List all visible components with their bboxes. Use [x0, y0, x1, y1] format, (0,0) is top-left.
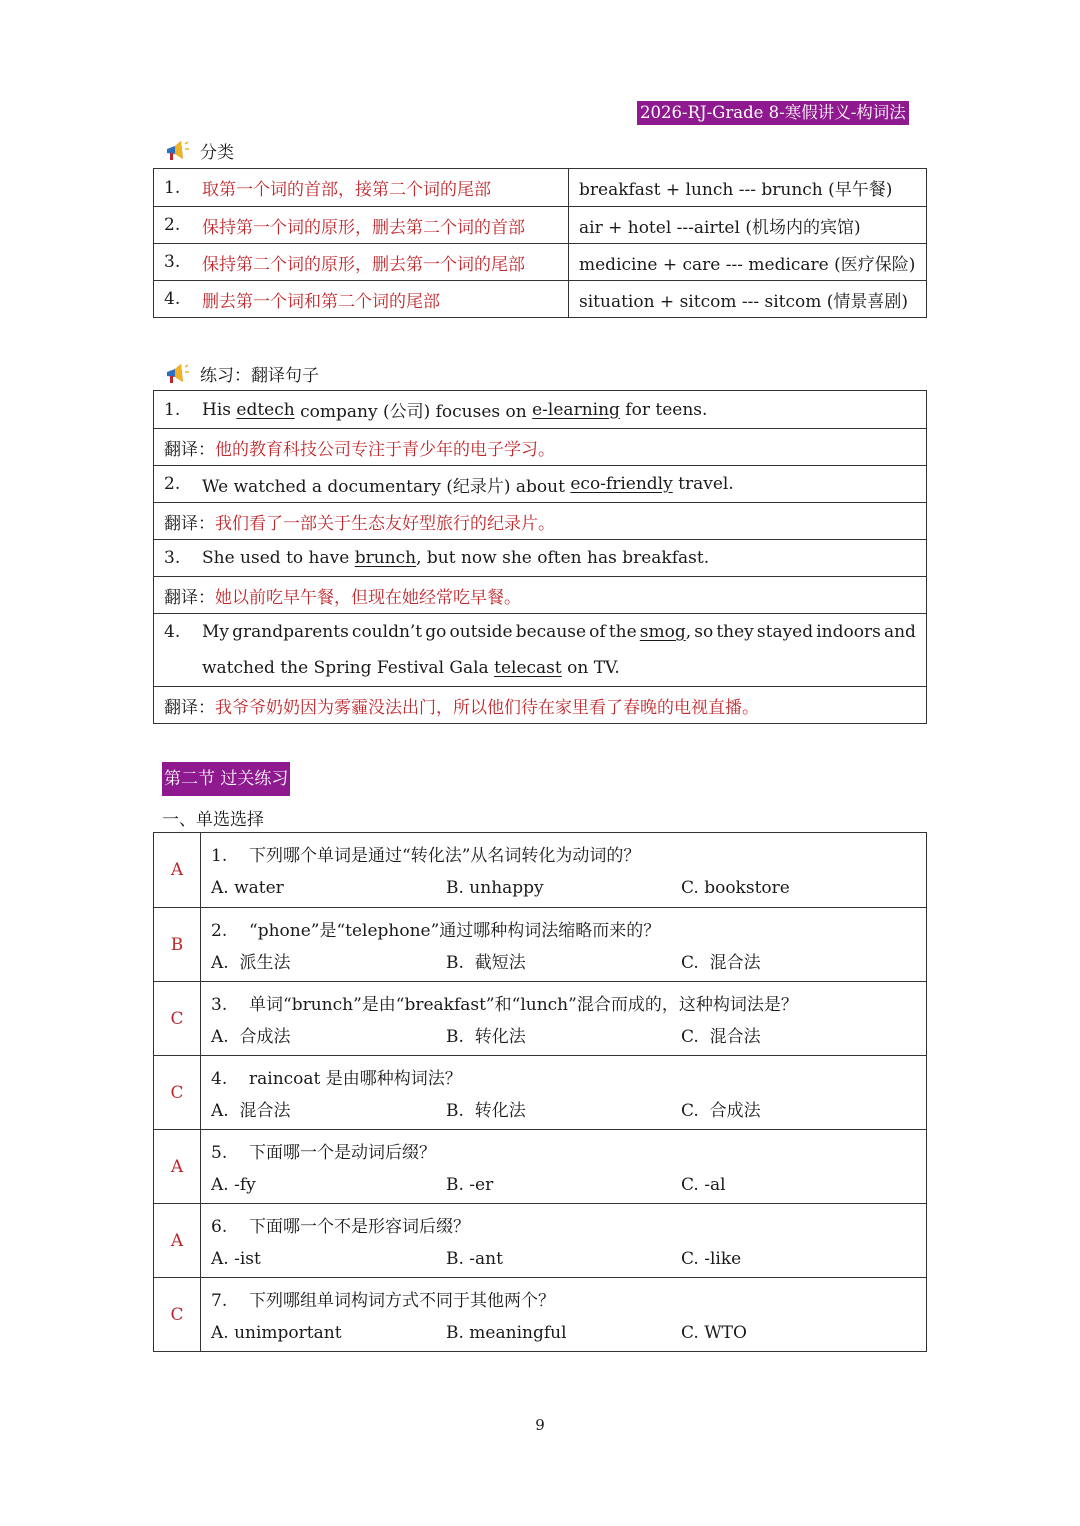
translation-text: 她以前吃早午餐，但现在她经常吃早餐。 [215, 587, 521, 608]
row-number: 3. [164, 252, 181, 272]
sentence-row: 2. We watched a documentary (纪录片) about eco-friendly travel. [154, 465, 926, 502]
sentence-number: 3. [164, 548, 181, 568]
classification-row [154, 243, 926, 280]
underlined-word: telecast [494, 658, 562, 678]
question-number: 6. [211, 1217, 228, 1237]
underlined-word: brunch [354, 548, 417, 568]
question-row [154, 833, 926, 907]
row-number: 1. [164, 177, 181, 198]
translation-label: 翻译： [164, 587, 215, 608]
underlined-word: e-learning [532, 399, 620, 420]
question-row [154, 1129, 926, 1203]
option-c: C. 合成法 [681, 1101, 761, 1121]
classification-heading-text: 分类 [200, 143, 234, 163]
option-a: A. 混合法 [211, 1101, 291, 1121]
answer-key: C [154, 1056, 201, 1129]
translation-row [154, 428, 926, 465]
option-a: A. 合成法 [211, 1027, 291, 1047]
sentence-number: 4. [164, 622, 181, 642]
translation-label: 翻译： [164, 513, 215, 534]
question-number: 7. [211, 1291, 228, 1311]
answer-key: A [154, 1130, 201, 1203]
option-a: A. 派生法 [211, 953, 291, 973]
question-row [154, 1277, 926, 1351]
answer-key: B [154, 908, 201, 981]
megaphone-icon [164, 139, 190, 163]
question-number: 4. [211, 1069, 228, 1089]
section-title-tag: 第二节 过关练习 [162, 762, 290, 796]
page-number: 9 [535, 1416, 545, 1434]
question-number: 5. [211, 1143, 228, 1163]
question-text: 下面哪一个不是形容词后缀？ [249, 1217, 470, 1237]
underlined-word: eco-friendly [570, 474, 673, 494]
translation-row [154, 686, 926, 723]
question-text: “phone”是“telephone”通过哪种构词法缩略而来的？ [249, 921, 661, 941]
question-number: 2. [211, 921, 228, 941]
option-c: C. 混合法 [681, 953, 761, 973]
question-text: raincoat 是由哪种构词法？ [249, 1069, 462, 1089]
translation-text: 我爷爷奶奶因为雾霾没法出门，所以他们待在家里看了春晚的电视直播。 [215, 697, 759, 718]
answer-key: A [154, 1204, 201, 1277]
option-c: C. 混合法 [681, 1027, 761, 1047]
option-b: B. -ant [446, 1249, 503, 1269]
answer-key: C [154, 1278, 201, 1351]
question-text: 下列哪个单词是通过“转化法”从名词转化为动词的？ [249, 846, 641, 866]
translation-text: 我们看了一部关于生态友好型旅行的纪录片。 [215, 513, 555, 534]
classification-row [154, 206, 926, 243]
rule-text: 保持第一个词的原形，删去第二个词的首部 [202, 217, 525, 238]
translation-label: 翻译： [164, 439, 215, 460]
rule-text: 删去第一个词和第二个词的尾部 [202, 291, 440, 312]
option-b: B. 截短法 [446, 953, 526, 973]
underlined-word: smog [639, 622, 686, 642]
practice-heading-text: 练习：翻译句子 [200, 366, 319, 386]
question-row [154, 1055, 926, 1129]
underlined-word: edtech [236, 399, 295, 420]
answer-key: C [154, 982, 201, 1055]
option-b: B. 转化法 [446, 1027, 526, 1047]
sentence-number: 1. [164, 399, 181, 420]
option-a: A. -ist [211, 1249, 261, 1269]
example-text: medicine + care --- medicare (医疗保险) [579, 254, 916, 275]
question-number: 3. [211, 995, 228, 1015]
question-text: 下面哪一个是动词后缀？ [249, 1143, 436, 1163]
option-b: B. meaningful [446, 1323, 567, 1343]
option-b: B. 转化法 [446, 1101, 526, 1121]
rule-text: 保持第二个词的原形，删去第一个词的尾部 [202, 254, 525, 275]
translation-label: 翻译： [164, 697, 215, 718]
question-text: 下列哪组单词构词方式不同于其他两个？ [249, 1291, 555, 1311]
classification-row [154, 169, 926, 206]
option-c: C. bookstore [681, 878, 790, 898]
question-text: 单词“brunch”是由“breakfast”和“lunch”混合而成的，这种构词法是？ [249, 995, 798, 1015]
question-row [154, 981, 926, 1055]
example-text: breakfast + lunch --- brunch (早午餐) [579, 180, 893, 200]
translation-row [154, 502, 926, 539]
sentence-row: 3. She used to have brunch , but now she often has breakfast. [154, 539, 926, 576]
header-title-tag: 2026-RJ-Grade 8-寒假讲义-构词法 [637, 101, 909, 125]
example-text: situation + sitcom --- sitcom (情景喜剧) [579, 291, 909, 312]
translation-row [154, 576, 926, 613]
option-c: C. -al [681, 1175, 726, 1195]
row-number: 2. [164, 215, 181, 235]
translation-text: 他的教育科技公司专注于青少年的电子学习。 [215, 439, 555, 460]
megaphone-icon [164, 362, 190, 386]
option-b: B. unhappy [446, 878, 544, 898]
multiple-choice-table [153, 832, 927, 1352]
sentence-row: 1. His edtech company (公司) focuses on e-learning for teens. [164, 399, 708, 422]
option-a: A. -fy [211, 1175, 256, 1195]
question-row [154, 1203, 926, 1277]
option-b: B. -er [446, 1175, 494, 1195]
classification-heading [164, 138, 234, 163]
question-number: 1. [211, 846, 228, 866]
option-c: C. WTO [681, 1323, 747, 1343]
option-c: C. -like [681, 1249, 742, 1269]
section-subheading: 一、单选选择 [162, 810, 264, 830]
classification-table [153, 168, 927, 318]
option-a: A. water [211, 878, 284, 898]
example-text: air + hotel ---airtel (机场内的宾馆) [579, 217, 861, 238]
row-number: 4. [164, 289, 181, 309]
option-a: A. unimportant [211, 1323, 342, 1343]
sentence-row: 4. My grandparents couldn’t go outside because of the smog, so they stayed indoors and watched the Spring Festival Gala telecast on TV. [154, 613, 926, 686]
classification-row [154, 280, 926, 317]
answer-key: A [154, 833, 201, 907]
sentence-number: 2. [164, 474, 181, 494]
rule-text: 取第一个词的首部，接第二个词的尾部 [202, 180, 491, 200]
question-row [154, 907, 926, 981]
translation-table [153, 390, 927, 724]
practice-heading [164, 361, 319, 386]
